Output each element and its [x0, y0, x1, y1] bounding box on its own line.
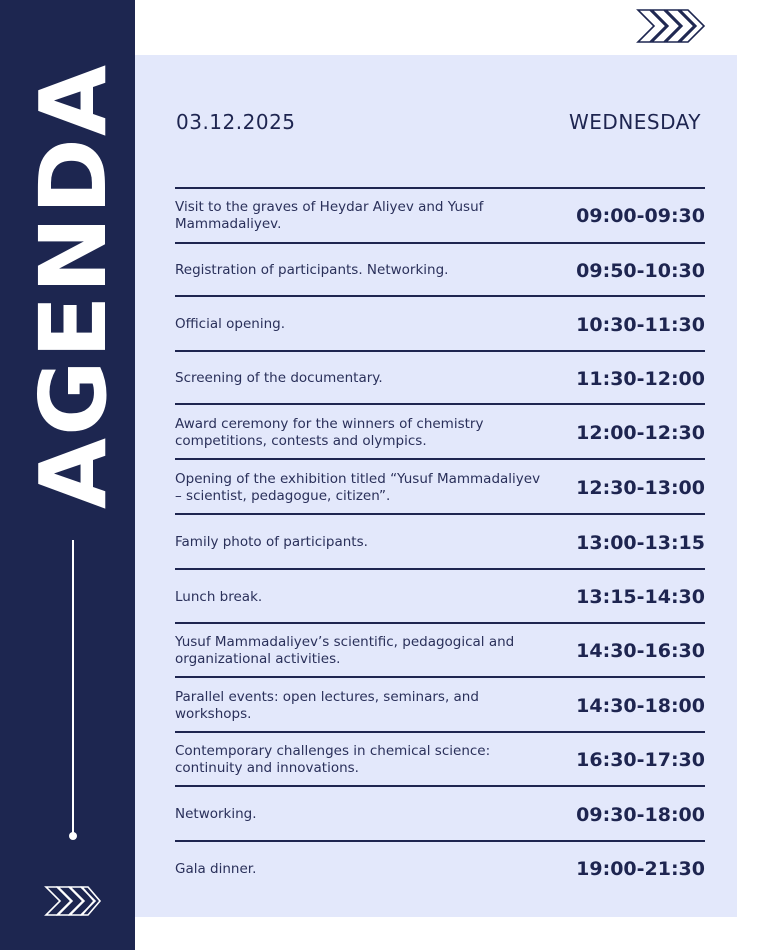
agenda-item-time: 09:50-10:30 — [576, 259, 705, 282]
agenda-row — [175, 297, 705, 352]
sidebar — [0, 0, 135, 950]
agenda-row — [175, 244, 705, 297]
agenda-item-description: Family photo of participants. — [175, 534, 368, 550]
agenda-row — [175, 787, 705, 842]
event-date: 03.12.2025 — [176, 110, 296, 134]
agenda-row — [175, 842, 705, 896]
agenda-item-time: 19:00-21:30 — [576, 858, 705, 880]
agenda-title — [18, 50, 130, 522]
chevrons-right-icon — [636, 8, 706, 44]
agenda-item-time: 16:30-17:30 — [576, 749, 705, 771]
agenda-item-description: Opening of the exhibition titled “Yusuf Mammadaliyev – scientist, pedagogue, citizen”. — [175, 470, 541, 504]
agenda-row — [175, 460, 705, 515]
agenda-item-time: 09:30-18:00 — [576, 803, 705, 826]
agenda-item-description: Registration of participants. Networking. — [175, 262, 449, 278]
agenda-item-time: 10:30-11:30 — [576, 313, 705, 336]
agenda-item-time: 14:30-18:00 — [576, 694, 705, 717]
agenda-row — [175, 405, 705, 460]
agenda-row — [175, 733, 705, 787]
agenda-item-time: 12:00-12:30 — [576, 421, 705, 444]
agenda-row — [175, 352, 705, 405]
agenda-item-description: Yusuf Mammadaliyev’s scientific, pedagogical and organizational activities. — [175, 634, 515, 667]
event-weekday: WEDNESDAY — [569, 110, 701, 134]
agenda-item-description: Gala dinner. — [175, 860, 257, 877]
agenda-item-description: Networking. — [175, 806, 257, 822]
agenda-item-description: Lunch break. — [175, 588, 263, 605]
agenda-item-description: Official opening. — [175, 316, 286, 332]
chevrons-right-icon — [44, 885, 102, 917]
agenda-item-time: 09:00-09:30 — [576, 205, 705, 227]
agenda-item-time: 12:30-13:00 — [576, 476, 705, 499]
agenda-row — [175, 570, 705, 624]
agenda-item-time: 13:00-13:15 — [576, 531, 705, 554]
agenda-row — [175, 515, 705, 570]
agenda-item-time: 14:30-16:30 — [576, 640, 705, 662]
sidebar-line-dot — [69, 832, 77, 840]
agenda-item-description: Screening of the documentary. — [175, 370, 383, 386]
agenda-item-time: 13:15-14:30 — [576, 586, 705, 608]
agenda-item-description: Contemporary challenges in chemical science: continuity and innovations. — [175, 743, 491, 776]
agenda-item-description: Visit to the graves of Heydar Aliyev and Yusuf Mammadaliyev. — [175, 199, 484, 232]
agenda-item-description: Award ceremony for the winners of chemistry competitions, contests and olympics. — [175, 415, 484, 449]
agenda-title-text: AGENDA — [20, 62, 127, 510]
agenda-item-description: Parallel events: open lectures, seminars, and workshops. — [175, 688, 479, 722]
sidebar-line — [72, 540, 74, 836]
agenda-row — [175, 624, 705, 678]
agenda-row — [175, 189, 705, 243]
agenda-row — [175, 678, 705, 733]
agenda-item-time: 11:30-12:00 — [576, 367, 705, 390]
